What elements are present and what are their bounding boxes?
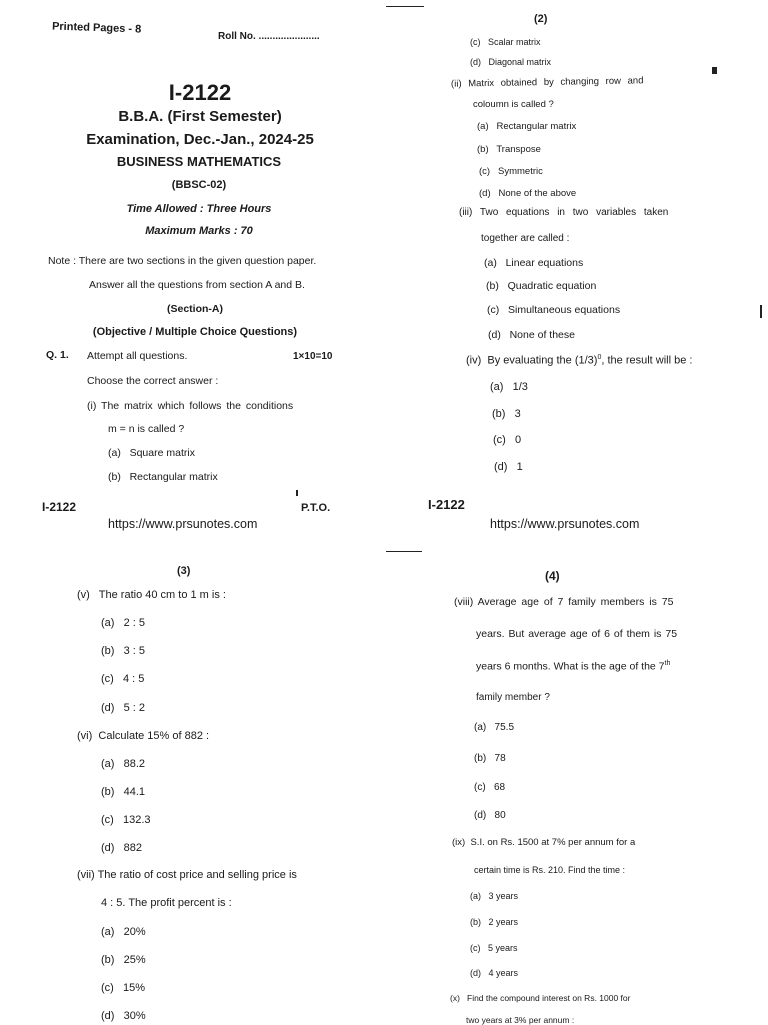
question-vii-option-b: (b) 25%: [101, 954, 146, 966]
question-iii-option-a: (a) Linear equations: [484, 257, 584, 269]
question-v-option-a: (a) 2 : 5: [101, 617, 146, 629]
question-iv-option-c: (c) 0: [493, 434, 522, 446]
pto-label: P.T.O.: [301, 502, 331, 514]
question-vi-text: (vi) Calculate 15% of 882 :: [77, 730, 210, 742]
subject-title: BUSINESS MATHEMATICS: [116, 154, 282, 169]
question-ii-line-2: coloumn is called ?: [473, 99, 554, 110]
question-vii-line-1: (vii) The ratio of cost price and selling price is: [77, 869, 297, 881]
question-ii-option-b: (b) Transpose: [477, 144, 541, 155]
question-viii-line-3-text: years 6 months. What is the age of the 7: [476, 660, 665, 673]
middle-divider-rule: [386, 551, 422, 552]
question-i-option-c: (c) Scalar matrix: [470, 37, 541, 47]
question-1-marks: 1×10=10: [293, 351, 333, 362]
note-line-2: Answer all the questions from section A and B.: [89, 279, 305, 291]
question-iii-option-d: (d) None of these: [488, 329, 575, 341]
roll-no: Roll No. ......................: [218, 31, 320, 42]
question-vii-option-c: (c) 15%: [101, 982, 146, 994]
question-viii-superscript: th: [664, 660, 671, 667]
question-vii-option-a: (a) 20%: [101, 926, 146, 938]
question-vi-option-c: (c) 132.3: [101, 814, 151, 826]
choose-correct: Choose the correct answer :: [87, 375, 219, 387]
question-ix-option-a: (a) 3 years: [470, 891, 519, 901]
question-v-option-c: (c) 4 : 5: [101, 673, 145, 685]
question-iv-text: [466, 354, 692, 367]
question-i-line-1: (i) The matrix which follows the conditions: [87, 400, 294, 412]
question-1-text: Attempt all questions.: [87, 350, 188, 362]
question-i-option-a: (a) Square matrix: [108, 447, 195, 459]
question-vi-option-d: (d) 882: [101, 842, 142, 854]
speck-mark: [760, 305, 762, 318]
objective-heading: (Objective / Multiple Choice Questions): [92, 326, 298, 338]
question-viii-line-1: (viii) Average age of 7 family members is 75: [454, 596, 674, 608]
question-i-line-2: m = n is called ?: [108, 423, 185, 435]
question-viii-option-b: (b) 78: [474, 753, 506, 764]
question-viii-line-4: family member ?: [476, 692, 550, 703]
footer-code: I-2122: [42, 500, 77, 514]
question-x-line-2: two years at 3% per annum :: [466, 1015, 575, 1025]
question-vi-option-a: (a) 88.2: [101, 758, 146, 770]
course-title: B.B.A. (First Semester): [118, 108, 282, 125]
question-v-text: (v) The ratio 40 cm to 1 m is :: [77, 589, 226, 601]
question-ii-option-a: (a) Rectangular matrix: [477, 121, 577, 132]
question-vi-option-b: (b) 44.1: [101, 786, 146, 798]
question-ii-option-c: (c) Symmetric: [479, 166, 543, 177]
question-viii-option-c: (c) 68: [474, 782, 506, 793]
question-iv-option-d: (d) 1: [494, 461, 523, 473]
question-vii-line-2: 4 : 5. The profit percent is :: [101, 897, 232, 909]
paper-code: I-2122: [168, 80, 232, 105]
question-ii-option-d: (d) None of the above: [479, 188, 577, 199]
footer-code: I-2122: [428, 497, 465, 512]
question-iii-option-c: (c) Simultaneous equations: [487, 304, 621, 316]
question-iii-option-b: (b) Quadratic equation: [486, 280, 597, 292]
question-viii-line-3: [476, 660, 670, 672]
note-line: Note : There are two sections in the given question paper.: [48, 255, 317, 267]
question-i-option-b: (b) Rectangular matrix: [108, 471, 218, 483]
footer-url: https://www.prsunotes.com: [490, 517, 640, 531]
question-ix-option-b: (b) 2 years: [470, 917, 519, 927]
question-vii-option-d: (d) 30%: [101, 1010, 146, 1022]
question-ix-option-d: (d) 4 years: [470, 968, 519, 978]
question-viii-option-a: (a) 75.5: [474, 722, 515, 733]
question-ix-line-2: certain time is Rs. 210. Find the time :: [474, 865, 626, 875]
question-v-option-b: (b) 3 : 5: [101, 645, 146, 657]
question-iii-line-1: (iii) Two equations in two variables taken: [459, 207, 669, 218]
page-number: (3): [177, 565, 191, 577]
question-iv-exponent: 0: [597, 354, 602, 361]
time-allowed: Time Allowed : Three Hours: [126, 203, 272, 215]
speck-mark: [712, 67, 717, 74]
question-iv-option-a: (a) 1/3: [490, 381, 528, 393]
subject-code: (BBSC-02): [171, 179, 227, 191]
question-v-option-d: (d) 5 : 2: [101, 702, 146, 714]
section-heading: (Section-A): [167, 303, 223, 315]
question-ii-line-1: (ii) Matrix obtained by changing row and: [450, 75, 644, 90]
question-viii-option-d: (d) 80: [474, 810, 506, 821]
page-number: (4): [545, 569, 560, 583]
question-ix-line-1: (ix) S.I. on Rs. 1500 at 7% per annum for a: [452, 837, 636, 848]
question-iv-text-pre: (iv) By evaluating the (1/3): [466, 354, 598, 367]
question-viii-line-2: years. But average age of 6 of them is 75: [476, 628, 678, 640]
maximum-marks: Maximum Marks : 70: [145, 225, 253, 237]
exam-title: Examination, Dec.-Jan., 2024-25: [86, 131, 314, 148]
question-iii-line-2: together are called :: [481, 233, 570, 244]
page-number: (2): [534, 13, 548, 25]
printed-pages: Printed Pages - 8: [51, 20, 142, 36]
question-x-line-1: (x) Find the compound interest on Rs. 1000 for: [450, 993, 631, 1003]
question-iv-option-b: (b) 3: [492, 408, 521, 420]
footer-url: https://www.prsunotes.com: [108, 517, 258, 531]
question-i-option-d: (d) Diagonal matrix: [470, 57, 552, 67]
speck-mark: [296, 490, 298, 496]
question-1-label: Q. 1.: [46, 349, 69, 361]
top-divider-rule: [386, 6, 424, 7]
question-iv-text-post: , the result will be :: [601, 354, 693, 367]
question-ix-option-c: (c) 5 years: [470, 943, 518, 953]
